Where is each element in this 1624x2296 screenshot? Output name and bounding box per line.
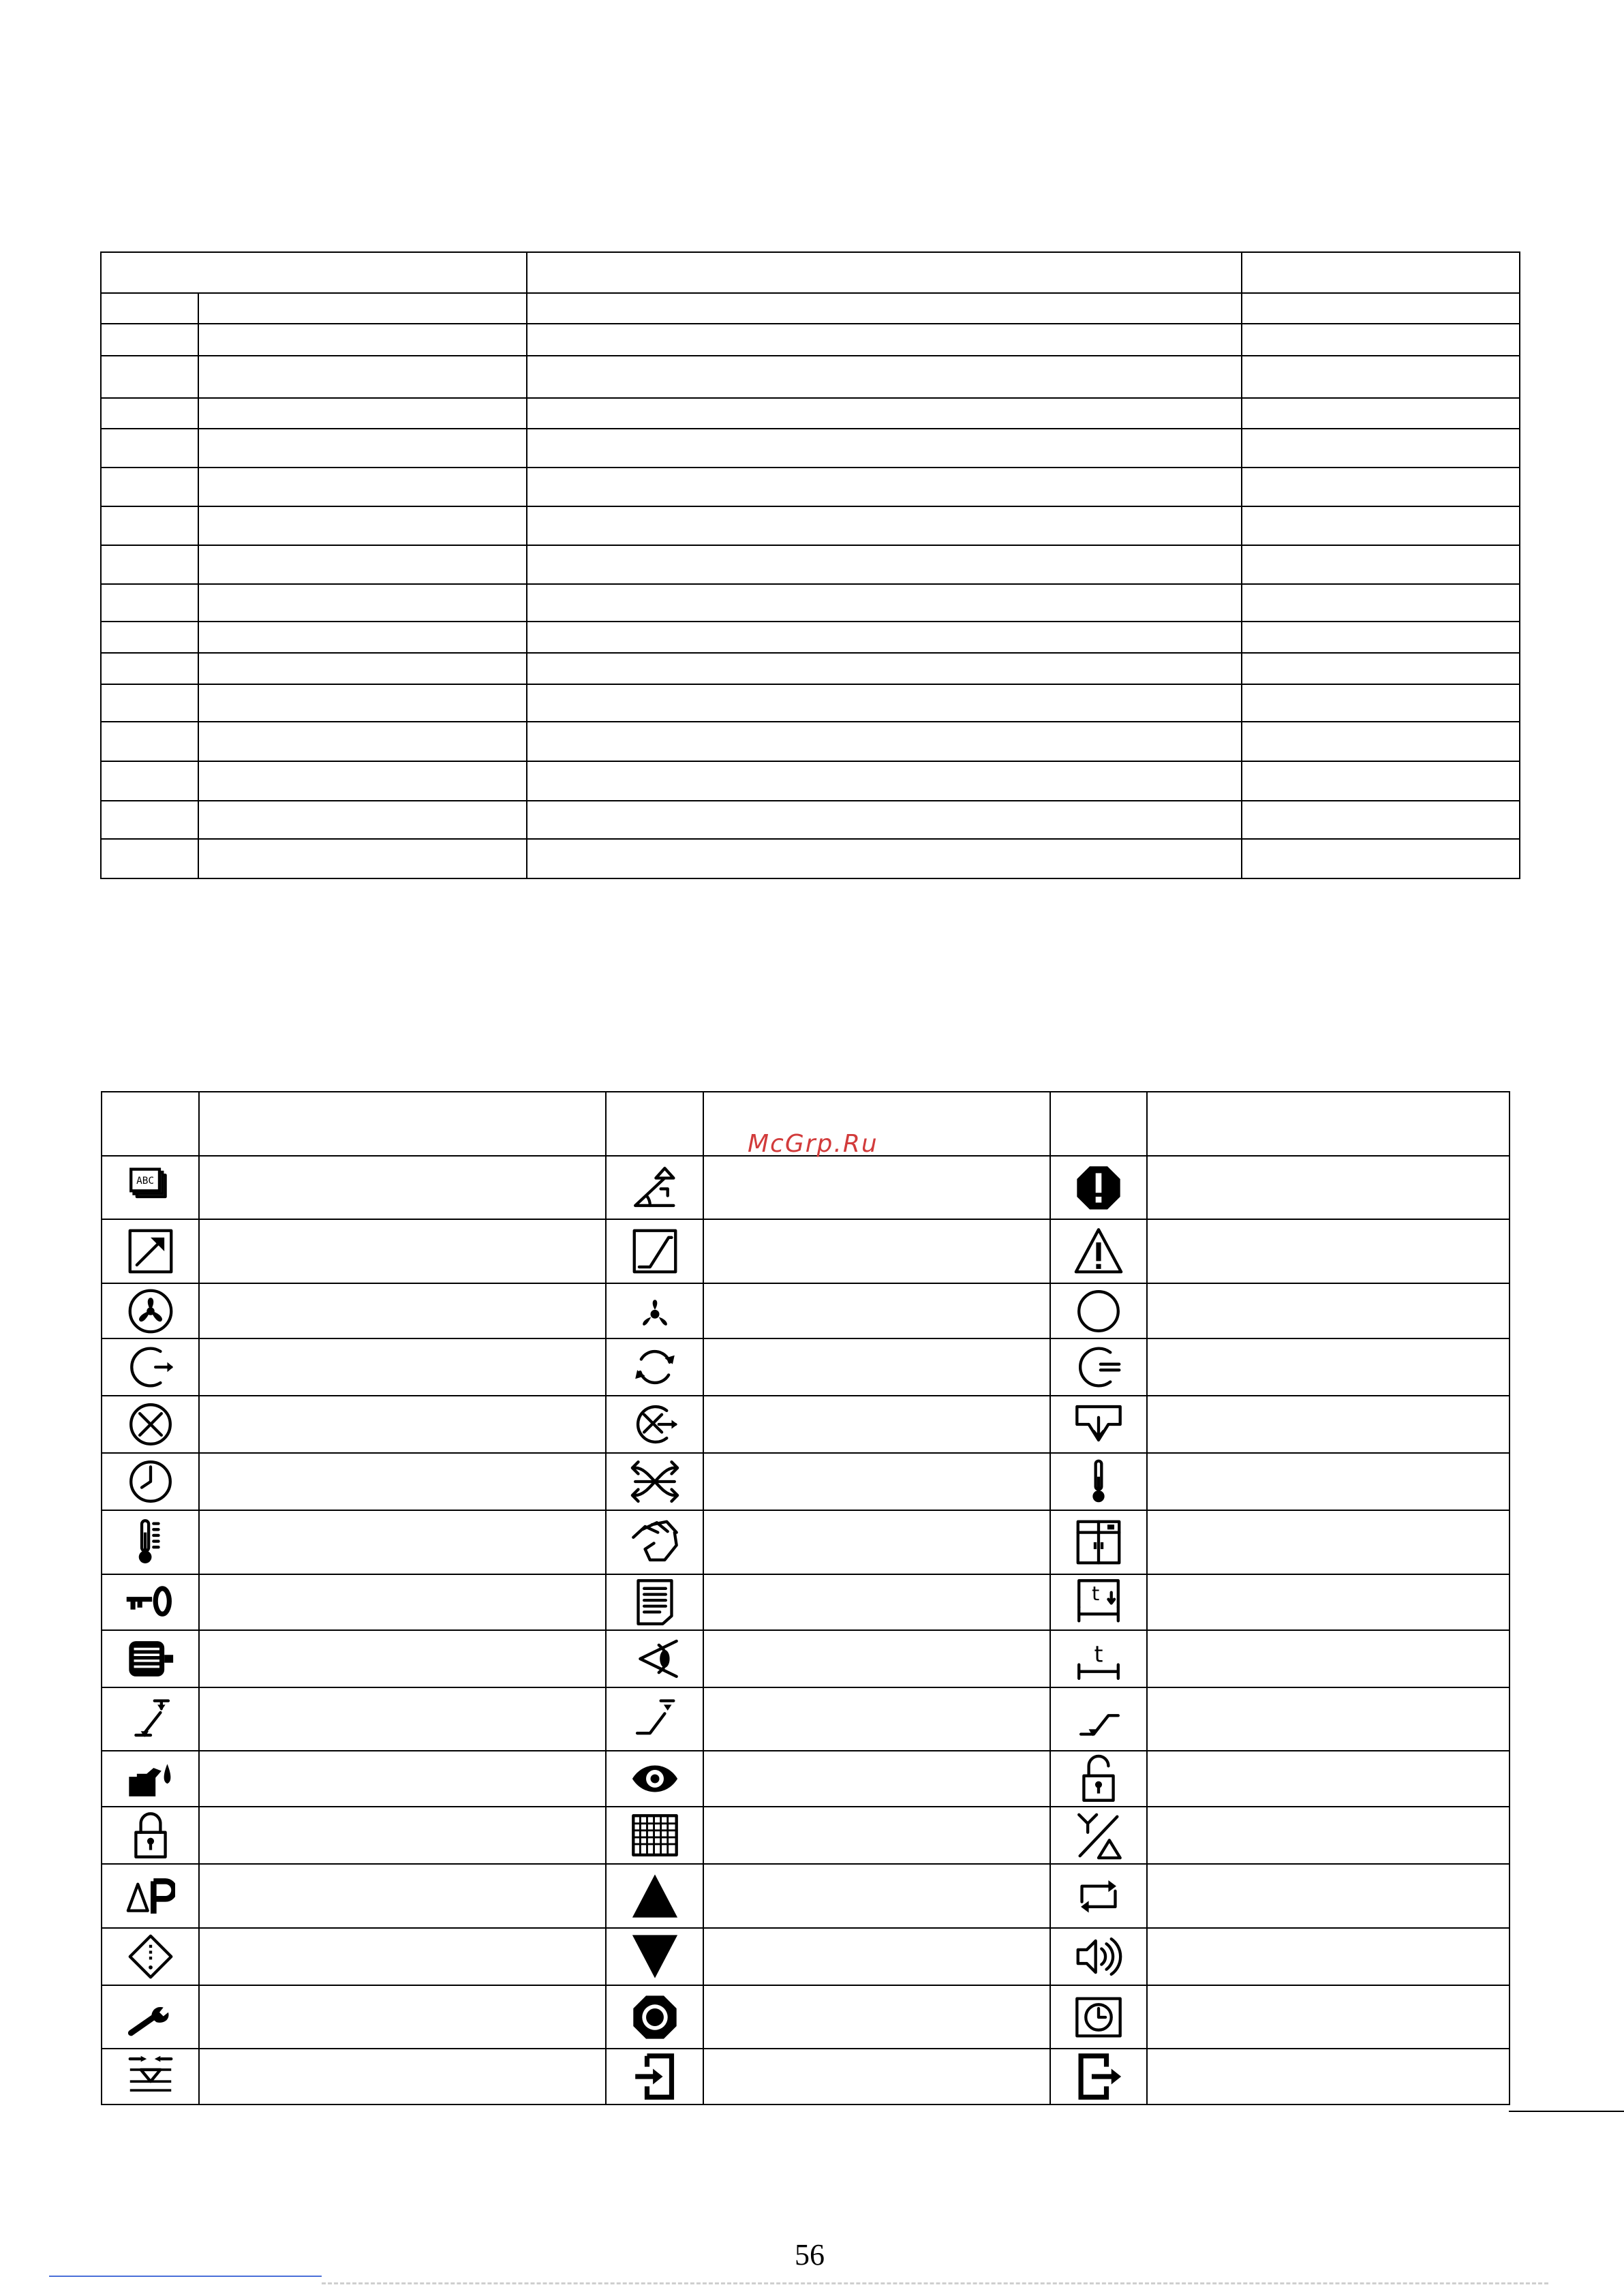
symbol-row <box>102 1928 1510 1985</box>
fan-icon <box>630 1287 679 1336</box>
symbol-cell <box>1050 1864 1147 1928</box>
description-cell <box>1147 1807 1510 1864</box>
symbol-cell <box>102 1687 199 1751</box>
symbol-row <box>102 1453 1510 1510</box>
login-icon <box>630 2052 679 2101</box>
table-1-cell <box>527 622 1242 653</box>
table-1-cell <box>101 324 198 356</box>
description-cell <box>199 1510 606 1574</box>
symbol-row <box>102 1574 1510 1630</box>
symbol-cell <box>606 1219 703 1283</box>
description-cell <box>199 1574 606 1630</box>
logout-icon <box>1074 2052 1123 2101</box>
table-1-cell <box>1242 622 1520 653</box>
table-1-cell <box>101 293 198 324</box>
table-1-cell <box>101 722 198 761</box>
symbol-cell <box>1050 1630 1147 1687</box>
table-1-row <box>101 293 1520 324</box>
symbol-cell <box>102 1396 199 1453</box>
table-1-cell <box>101 761 198 801</box>
table-1-cell <box>198 506 527 545</box>
table-1-cell <box>527 293 1242 324</box>
symbol-cell <box>606 1338 703 1396</box>
table-1-cell <box>198 468 527 506</box>
table-1-cell <box>1242 429 1520 468</box>
table-1-cell <box>198 584 527 622</box>
table-1-cell <box>198 722 527 761</box>
symbol-cell <box>1050 1985 1147 2049</box>
speaker-icon <box>1074 1932 1123 1981</box>
description-cell <box>703 1864 1050 1928</box>
table-1-row <box>101 722 1520 761</box>
table-1-cell <box>1242 722 1520 761</box>
symbol-cell <box>606 1687 703 1751</box>
table-1-cell <box>198 684 527 722</box>
drain-tray-icon <box>1074 1400 1123 1449</box>
symbol-row <box>102 1687 1510 1751</box>
symbol-cell <box>102 2049 199 2104</box>
footer-link-line[interactable] <box>49 2276 322 2277</box>
delta-p-icon <box>126 1871 175 1920</box>
description-cell <box>1147 1985 1510 2049</box>
key-icon <box>126 1578 175 1627</box>
arrow-ne-box-icon <box>126 1227 175 1276</box>
table-1-cell <box>198 293 527 324</box>
table-1-cell <box>101 584 198 622</box>
description-cell <box>1147 1574 1510 1630</box>
table-1-cell <box>1242 356 1520 398</box>
symbol-row <box>102 1807 1510 1864</box>
table-1-cell <box>198 653 527 684</box>
symbol-cell <box>606 1928 703 1985</box>
oil-can-icon <box>126 1754 175 1803</box>
svg-text:t: t <box>1092 1582 1100 1606</box>
description-cell <box>199 1453 606 1510</box>
table-1-cell <box>1242 684 1520 722</box>
table-1-row <box>101 839 1520 878</box>
table-1-cell <box>527 653 1242 684</box>
description-cell <box>199 1396 606 1453</box>
warning-triangle-icon <box>1074 1227 1123 1276</box>
symbol-cell <box>102 1574 199 1630</box>
table-1-cell <box>101 356 198 398</box>
symbol-cell <box>1050 1807 1147 1864</box>
table-1-cell <box>1242 324 1520 356</box>
description-cell <box>703 1751 1050 1807</box>
symbol-cell <box>1050 1453 1147 1510</box>
table-1-cell <box>198 356 527 398</box>
table-1-cell <box>101 398 198 429</box>
refresh-icon <box>630 1343 679 1392</box>
table-1-row <box>101 468 1520 506</box>
symbol-cell <box>606 1156 703 1219</box>
symbol-cell <box>102 1751 199 1807</box>
description-cell <box>703 1807 1050 1864</box>
thermometer-icon <box>1074 1457 1123 1506</box>
symbol-cell <box>1050 1510 1147 1574</box>
table-1-cell <box>101 506 198 545</box>
symbol-row <box>102 1396 1510 1453</box>
symbol-row <box>102 2049 1510 2104</box>
table-1-cell <box>527 398 1242 429</box>
table-1-row <box>101 684 1520 722</box>
description-cell <box>703 1396 1050 1453</box>
description-cell <box>1147 1156 1510 1219</box>
table-1-row <box>101 801 1520 839</box>
clock-icon <box>126 1457 175 1506</box>
triangle-down-icon <box>630 1932 679 1981</box>
page-number: 56 <box>795 2238 825 2271</box>
table-1-cell <box>527 468 1242 506</box>
eye-sensor-icon <box>630 1634 679 1683</box>
symbol-row <box>102 1510 1510 1574</box>
symbol-row <box>102 1751 1510 1807</box>
description-cell <box>1147 1219 1510 1283</box>
symbol-cell <box>606 1630 703 1687</box>
description-cell <box>199 1219 606 1283</box>
symbol-cell <box>1050 2049 1147 2104</box>
table-1-cell <box>101 801 198 839</box>
description-cell <box>703 1219 1050 1283</box>
description-cell <box>1147 1687 1510 1751</box>
circle-lines-icon <box>1074 1343 1123 1392</box>
lock-open-icon <box>1074 1754 1123 1803</box>
description-cell <box>199 1985 606 2049</box>
timer-t-icon <box>1074 1634 1123 1683</box>
header-cell <box>1147 1092 1510 1156</box>
symbol-cell <box>606 1807 703 1864</box>
table-1-cell <box>101 653 198 684</box>
symbol-cell <box>606 1574 703 1630</box>
table-1-cell <box>1242 839 1520 878</box>
table-1-cell <box>527 722 1242 761</box>
description-cell <box>1147 2049 1510 2104</box>
ramp-up-icon <box>630 1163 679 1212</box>
description-cell <box>199 1156 606 1219</box>
ramp-box-icon <box>630 1227 679 1276</box>
watermark: McGrp.Ru <box>748 1130 878 1158</box>
symbol-cell <box>1050 1751 1147 1807</box>
valve-symbol-icon <box>126 2052 175 2101</box>
table-1-row <box>101 761 1520 801</box>
symbol-cell <box>1050 1283 1147 1338</box>
symbol-row <box>102 1985 1510 2049</box>
svg-text:ABC: ABC <box>136 1175 154 1187</box>
table-1-cell <box>1242 506 1520 545</box>
footer-dotted-rule <box>322 2282 1548 2284</box>
description-cell <box>703 1574 1050 1630</box>
cabinet-icon <box>1074 1518 1123 1567</box>
symbol-cell <box>606 2049 703 2104</box>
table-1-cell <box>198 622 527 653</box>
symbol-cell <box>1050 1574 1147 1630</box>
description-cell <box>703 1453 1050 1510</box>
symbol-row <box>102 1630 1510 1687</box>
description-cell <box>1147 1453 1510 1510</box>
symbol-table <box>101 1091 1510 2105</box>
table-1-cell <box>101 545 198 584</box>
table-1-cell <box>198 839 527 878</box>
circle-icon <box>1074 1287 1123 1336</box>
description-cell <box>703 1630 1050 1687</box>
svg-text:t: t <box>1094 1640 1103 1668</box>
table-1-header-cell <box>101 252 527 293</box>
symbol-cell <box>102 1156 199 1219</box>
table-1-cell <box>198 398 527 429</box>
table-1-cell <box>1242 653 1520 684</box>
table-1-cell <box>1242 761 1520 801</box>
table-1-row <box>101 324 1520 356</box>
table-1-row <box>101 545 1520 584</box>
description-cell <box>703 1985 1050 2049</box>
symbol-cell <box>102 1338 199 1396</box>
eye-icon <box>630 1754 679 1803</box>
description-cell <box>703 1283 1050 1338</box>
symbol-cell <box>102 1453 199 1510</box>
description-cell <box>199 1687 606 1751</box>
table-1-cell <box>527 761 1242 801</box>
switch-down-icon <box>1074 1695 1123 1744</box>
symbol-row <box>102 1864 1510 1928</box>
symbol-cell <box>102 1630 199 1687</box>
description-cell <box>703 2049 1050 2104</box>
alarm-octagon-icon <box>1074 1163 1123 1212</box>
symbol-cell <box>606 1510 703 1574</box>
header-cell <box>1050 1092 1147 1156</box>
table-1-row <box>101 584 1520 622</box>
diamond-sensor-icon <box>126 1932 175 1981</box>
header-cell <box>199 1092 606 1156</box>
table-1-cell <box>527 324 1242 356</box>
stop-octagon-icon <box>630 1993 679 2042</box>
symbol-row <box>102 1219 1510 1283</box>
table-1-cell <box>1242 801 1520 839</box>
symbol-cell <box>102 1985 199 2049</box>
symbol-cell <box>102 1864 199 1928</box>
table-1-cell <box>198 324 527 356</box>
table-1-cell <box>527 545 1242 584</box>
table-1-cell <box>1242 398 1520 429</box>
switch-up-icon <box>126 1695 175 1744</box>
table-1-cell <box>1242 545 1520 584</box>
table-1-header-row <box>101 252 1520 293</box>
lock-icon <box>126 1811 175 1860</box>
table-1-cell <box>527 429 1242 468</box>
symbol-cell <box>1050 1928 1147 1985</box>
fan-circle-icon <box>126 1287 175 1336</box>
description-cell <box>703 1928 1050 1985</box>
table-1-body <box>101 252 1520 878</box>
description-cell <box>199 1338 606 1396</box>
hand-icon <box>630 1518 679 1567</box>
table-1-row <box>101 398 1520 429</box>
grid-panel-icon <box>630 1811 679 1860</box>
symbol-cell <box>606 1283 703 1338</box>
description-cell <box>703 1510 1050 1574</box>
switch-right-icon <box>630 1695 679 1744</box>
table-1-row <box>101 429 1520 468</box>
symbol-cell <box>102 1928 199 1985</box>
table-1-row <box>101 356 1520 398</box>
description-cell <box>199 1751 606 1807</box>
table-1-cell <box>527 684 1242 722</box>
symbol-cell <box>606 1453 703 1510</box>
table-1-cell <box>101 468 198 506</box>
symbol-cell <box>102 1219 199 1283</box>
header-cell <box>606 1092 703 1156</box>
table-1-row <box>101 622 1520 653</box>
symbol-cell <box>102 1283 199 1338</box>
table-1-cell <box>198 761 527 801</box>
table-1-cell <box>101 839 198 878</box>
description-cell <box>1147 1928 1510 1985</box>
description-cell <box>1147 1630 1510 1687</box>
description-cell <box>1147 1751 1510 1807</box>
wye-delta-icon <box>1074 1811 1123 1860</box>
description-cell <box>703 1156 1050 1219</box>
text-pages-icon <box>126 1163 175 1212</box>
description-cell <box>1147 1864 1510 1928</box>
table-1 <box>100 251 1520 879</box>
table-1-cell <box>527 801 1242 839</box>
wrench-icon <box>126 1993 175 2042</box>
symbol-table-body <box>102 1092 1510 2104</box>
symbol-cell <box>1050 1219 1147 1283</box>
table-1-row <box>101 506 1520 545</box>
table-1-cell <box>198 801 527 839</box>
motor-icon <box>126 1634 175 1683</box>
description-cell <box>199 1864 606 1928</box>
symbol-cell <box>606 1396 703 1453</box>
description-cell <box>1147 1510 1510 1574</box>
table-1-cell <box>198 545 527 584</box>
header-cell <box>102 1092 199 1156</box>
circle-x-icon <box>126 1400 175 1449</box>
symbol-cell <box>102 1807 199 1864</box>
table-1-cell <box>1242 468 1520 506</box>
symbol-cell <box>1050 1687 1147 1751</box>
table-1-cell <box>527 356 1242 398</box>
description-cell <box>199 1928 606 1985</box>
symbol-cell <box>1050 1156 1147 1219</box>
table-1-row <box>101 653 1520 684</box>
symbol-cell <box>606 1751 703 1807</box>
symbol-cell <box>606 1864 703 1928</box>
timer-t-box-icon <box>1074 1578 1123 1627</box>
table-1-cell <box>527 506 1242 545</box>
rotate-arrow-icon <box>126 1343 175 1392</box>
table-1-cell <box>1242 293 1520 324</box>
symbol-row <box>102 1283 1510 1338</box>
description-cell <box>199 1807 606 1864</box>
table-1-cell <box>101 684 198 722</box>
table-edge-rule <box>1509 2111 1624 2112</box>
document-list-icon <box>630 1578 679 1627</box>
table-1-cell <box>198 429 527 468</box>
repeat-icon <box>1074 1871 1123 1920</box>
triangle-up-icon <box>630 1871 679 1920</box>
description-cell <box>703 1687 1050 1751</box>
description-cell <box>199 1283 606 1338</box>
table-1-cell <box>527 584 1242 622</box>
clock-box-icon <box>1074 1993 1123 2042</box>
description-cell <box>703 1338 1050 1396</box>
description-cell <box>199 2049 606 2104</box>
symbol-row <box>102 1156 1510 1219</box>
table-1-header-cell <box>527 252 1242 293</box>
table-1-cell <box>101 429 198 468</box>
symbol-cell <box>1050 1338 1147 1396</box>
symbol-cell <box>1050 1396 1147 1453</box>
description-cell <box>1147 1396 1510 1453</box>
symbol-cell <box>102 1510 199 1574</box>
table-1-header-cell <box>1242 252 1520 293</box>
description-cell <box>199 1630 606 1687</box>
description-cell <box>1147 1283 1510 1338</box>
table-1-cell <box>1242 584 1520 622</box>
description-cell <box>1147 1338 1510 1396</box>
cross-arrows-icon <box>630 1457 679 1506</box>
thermometer-scale-icon <box>126 1518 175 1567</box>
circle-x-arrow-icon <box>630 1400 679 1449</box>
symbol-row <box>102 1338 1510 1396</box>
table-1-cell <box>101 622 198 653</box>
symbol-cell <box>606 1985 703 2049</box>
table-1-cell <box>527 839 1242 878</box>
